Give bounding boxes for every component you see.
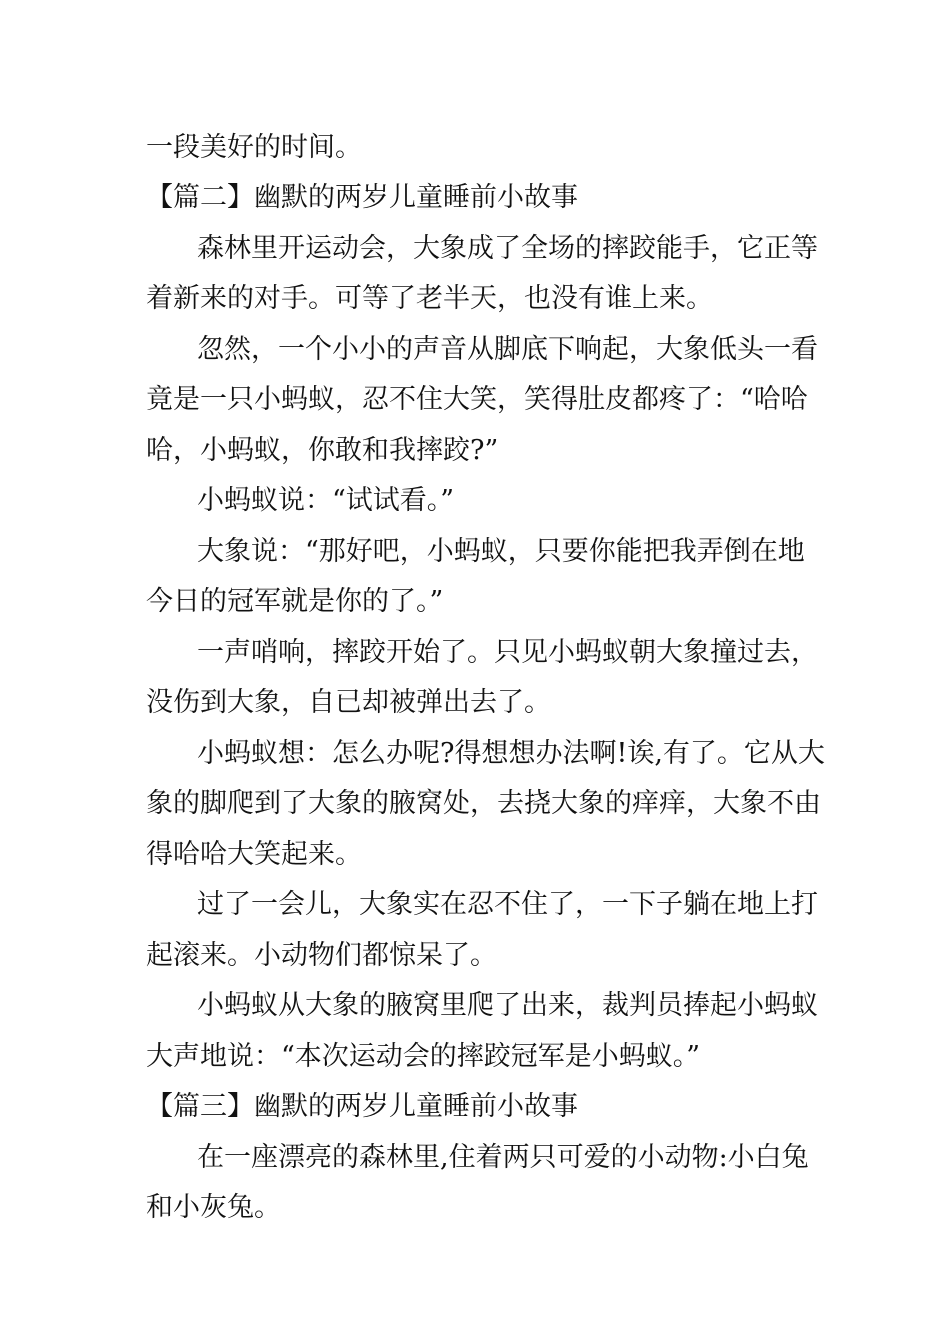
text-line-3: 森林里开运动会，大象成了全场的摔跤能手，它正等 (197, 233, 818, 264)
section-heading-2: 【篇二】幽默的两岁儿童睡前小故事 (146, 182, 578, 213)
text-line-8: 小蚂蚁说：“试试看。” (197, 485, 455, 516)
text-line-10: 今日的冠军就是你的了。” (146, 586, 444, 617)
text-line-22: 和小灰兔。 (146, 1192, 281, 1223)
text-line-6: 竟是一只小蚂蚁，忍不住大笑，笑得肚皮都疼了：“哈哈 (146, 384, 808, 415)
text-line-19: 大声地说：“本次运动会的摔跤冠军是小蚂蚁。” (146, 1041, 701, 1072)
text-line-13: 小蚂蚁想：怎么办呢?得想想办法啊!诶,有了。它从大 (197, 738, 825, 769)
text-line-4: 着新来的对手。可等了老半天，也没有谁上来。 (146, 283, 713, 314)
text-line-9: 大象说：“那好吧，小蚂蚁，只要你能把我弄倒在地 (197, 536, 805, 567)
text-line-7: 哈，小蚂蚁，你敢和我摔跤?” (146, 435, 499, 466)
text-line-12: 没伤到大象，自已却被弹出去了。 (146, 687, 551, 718)
text-line-17: 起滚来。小动物们都惊呆了。 (146, 940, 497, 971)
text-line-1: 一段美好的时间。 (146, 132, 362, 163)
text-line-18: 小蚂蚁从大象的腋窝里爬了出来，裁判员捧起小蚂蚁 (197, 990, 818, 1021)
section-heading-3: 【篇三】幽默的两岁儿童睡前小故事 (146, 1091, 578, 1122)
text-line-15: 得哈哈大笑起来。 (146, 839, 362, 870)
text-line-21: 在一座漂亮的森林里,住着两只可爱的小动物:小白兔 (197, 1142, 809, 1173)
text-line-16: 过了一会儿，大象实在忍不住了，一下子躺在地上打 (197, 889, 818, 920)
text-line-5: 忽然，一个小小的声音从脚底下响起，大象低头一看 (197, 334, 818, 365)
text-line-14: 象的脚爬到了大象的腋窝处，去挠大象的痒痒，大象不由 (146, 788, 821, 819)
text-line-11: 一声哨响，摔跤开始了。只见小蚂蚁朝大象撞过去， (197, 637, 818, 668)
